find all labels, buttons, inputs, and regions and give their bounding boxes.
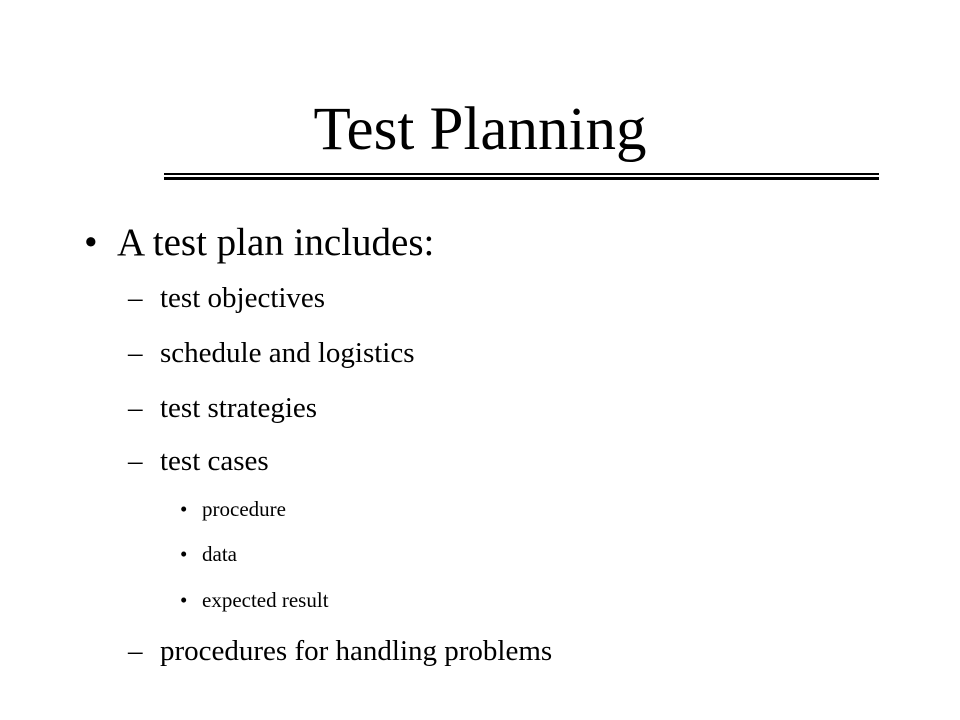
sub-item-data xyxy=(180,540,237,568)
dash-marker: – xyxy=(128,445,143,477)
sub-bullet-marker: • xyxy=(180,588,188,612)
sub-item-text: data xyxy=(202,542,237,566)
sub-item-procedure xyxy=(180,495,286,523)
list-item-text: test cases xyxy=(160,445,269,477)
dash-marker: – xyxy=(128,635,143,667)
list-item-schedule-and-logistics xyxy=(128,335,415,371)
main-bullet-text: A test plan includes: xyxy=(117,221,435,264)
sub-item-text: procedure xyxy=(202,497,286,521)
list-item-text: procedures for handling problems xyxy=(160,635,553,667)
slide-title: Test Planning xyxy=(313,96,647,163)
sub-bullet-marker: • xyxy=(180,497,188,521)
list-item-test-objectives xyxy=(128,280,325,316)
bullet-marker: • xyxy=(84,221,98,264)
sub-bullet-marker: • xyxy=(180,542,188,566)
dash-marker: – xyxy=(128,392,143,424)
sub-item-expected-result xyxy=(180,586,329,614)
list-item-text: test strategies xyxy=(160,392,318,424)
list-item-test-strategies xyxy=(128,390,317,426)
sub-item-text: expected result xyxy=(202,588,329,612)
list-item-test-cases xyxy=(128,443,269,479)
list-item-text: schedule and logistics xyxy=(160,337,415,369)
list-item-text: test objectives xyxy=(160,282,326,314)
title-divider xyxy=(164,173,879,180)
dash-marker: – xyxy=(128,282,143,314)
main-bullet xyxy=(84,218,434,268)
list-item-procedures-for-handling-problems xyxy=(128,633,552,669)
dash-marker: – xyxy=(128,337,143,369)
